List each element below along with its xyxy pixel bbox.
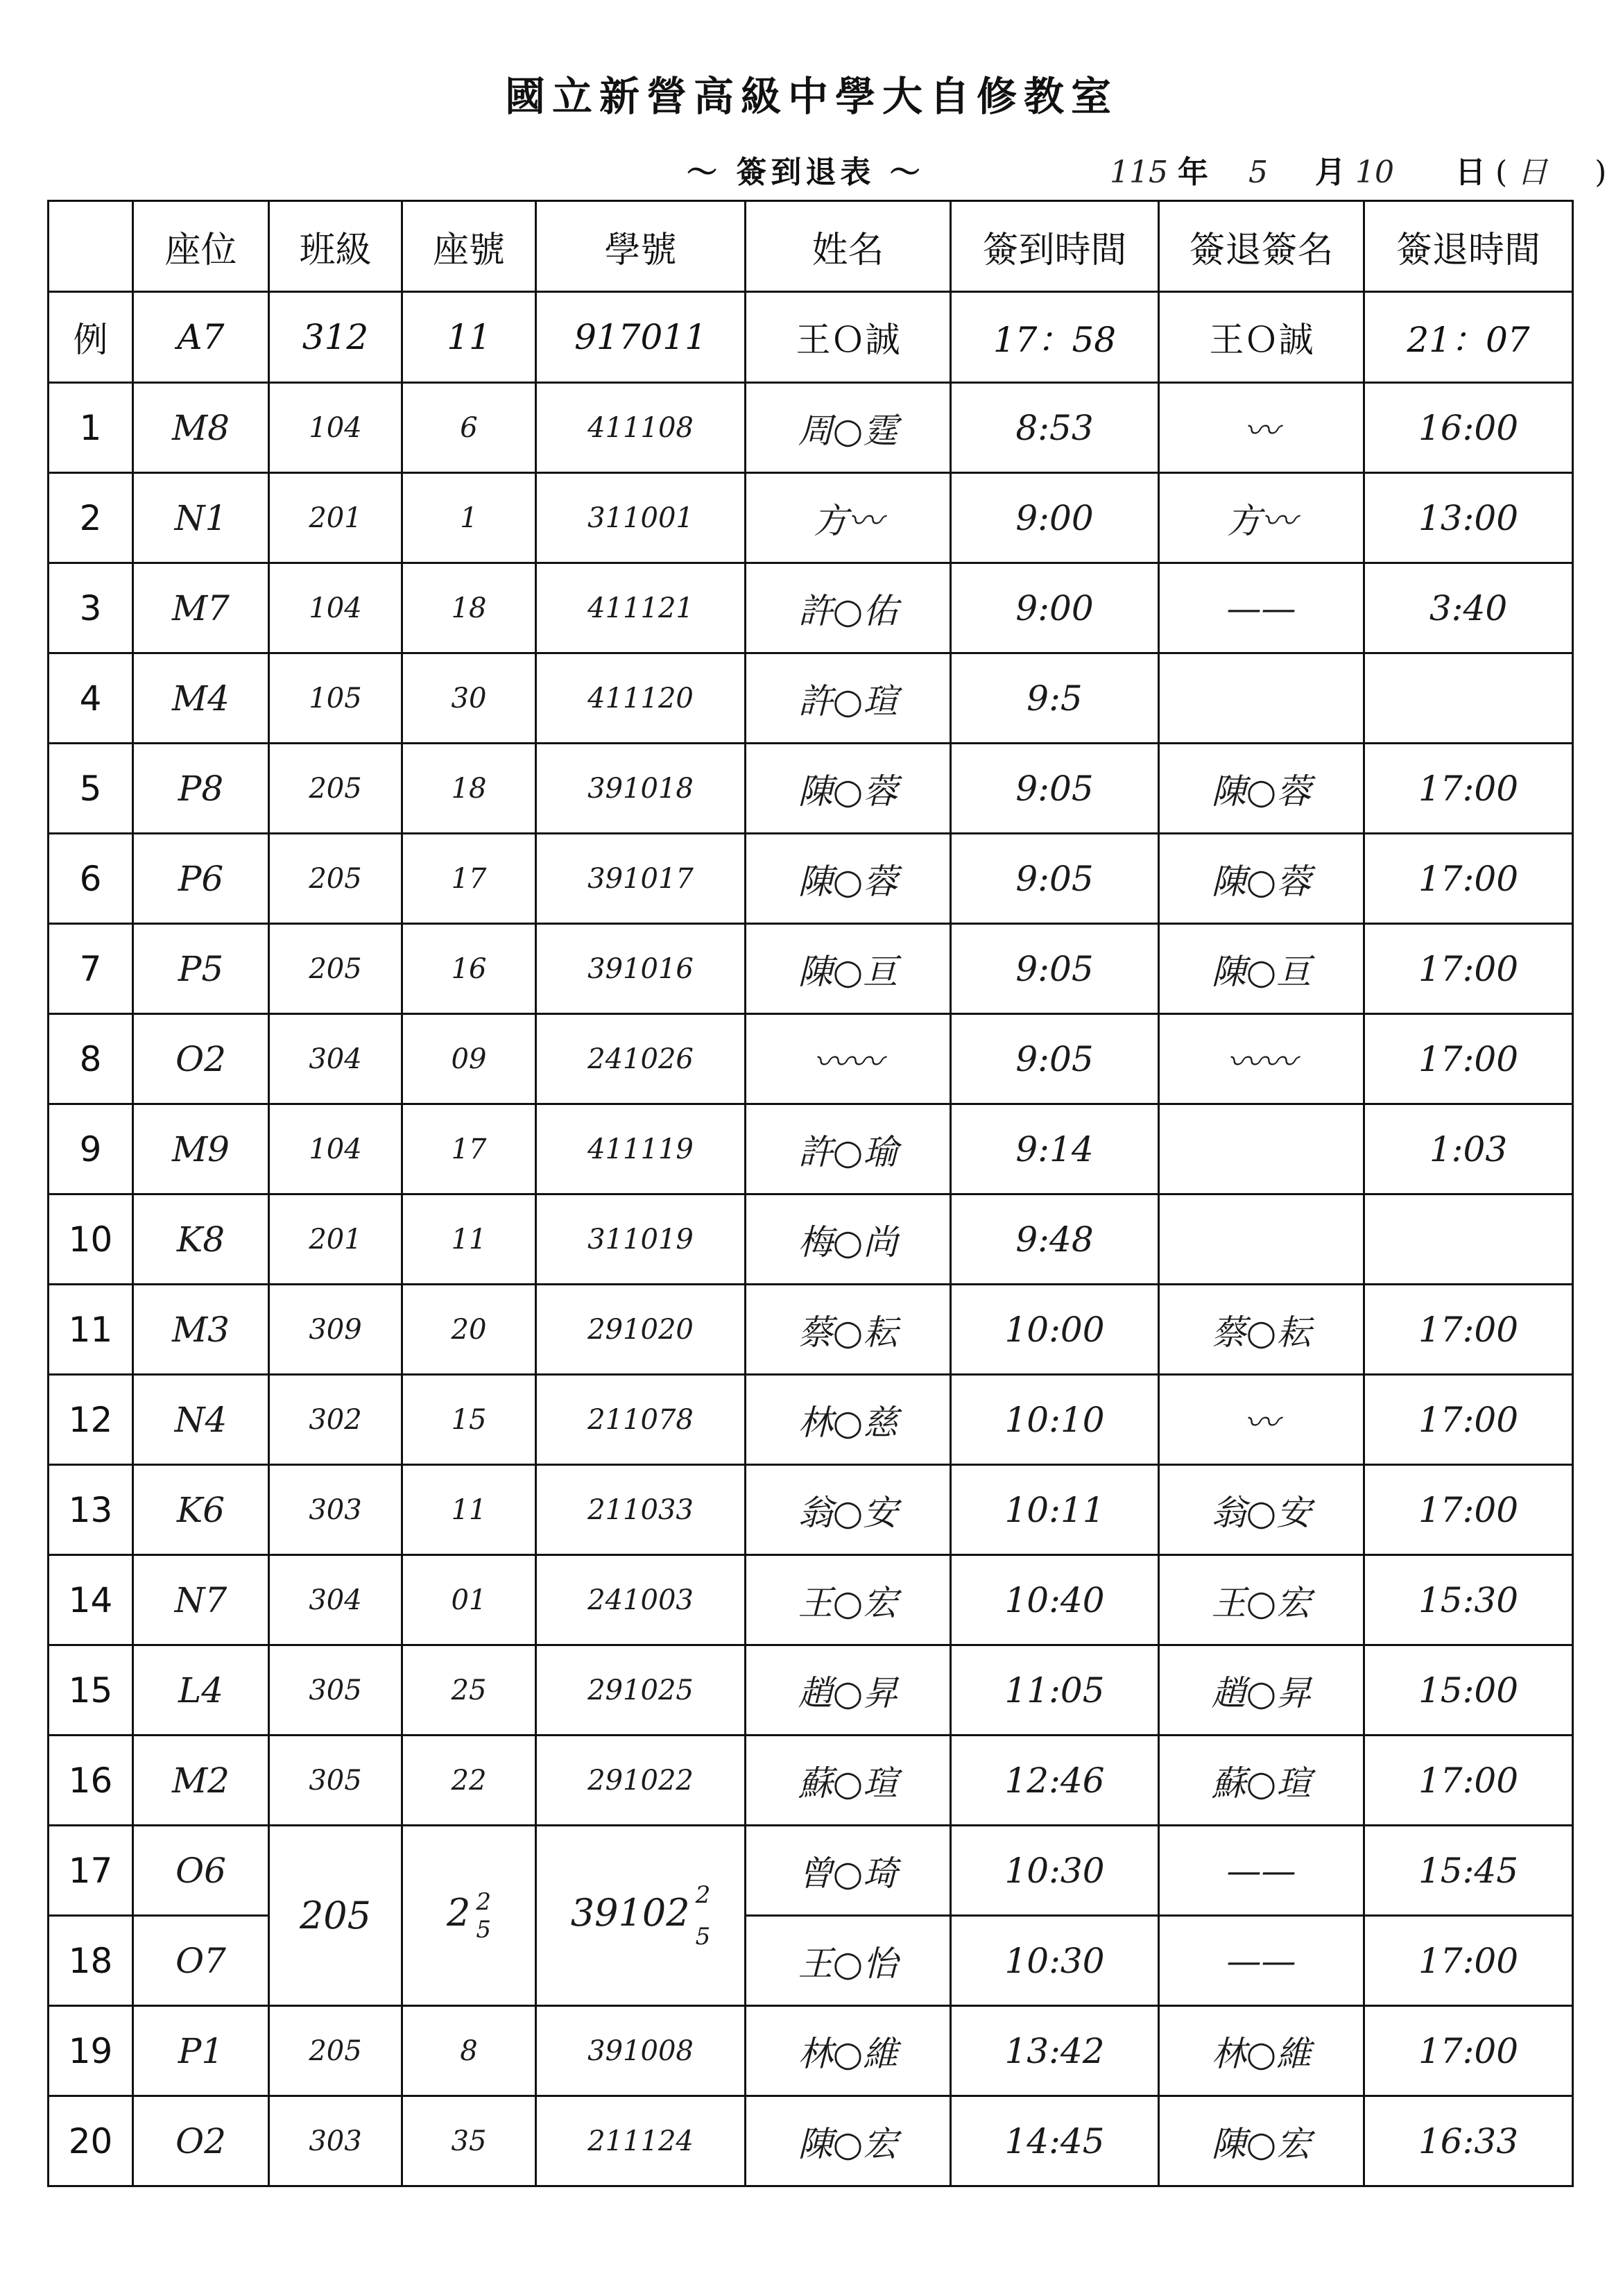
cell-sign-out-name: 〰〰 bbox=[1159, 1014, 1364, 1104]
weekday-close: ) bbox=[1595, 155, 1607, 190]
cell-class: 303 bbox=[269, 2096, 402, 2186]
cell-sign-out: 17:00 bbox=[1364, 744, 1573, 834]
cell-sign-in: 9:5 bbox=[951, 653, 1159, 744]
cell-class: 201 bbox=[269, 1194, 402, 1285]
cell-class: 303 bbox=[269, 1465, 402, 1555]
cell-sign-out-name: 陳○宏 bbox=[1159, 2096, 1364, 2186]
cell-sign-in: 14:45 bbox=[951, 2096, 1159, 2186]
cell-sign-out: 13:00 bbox=[1364, 473, 1573, 563]
cell-class-merged: 205 bbox=[269, 1826, 402, 2006]
row-number: 2 bbox=[49, 473, 133, 563]
cell-sign-out bbox=[1364, 653, 1573, 744]
cell-seat: L4 bbox=[133, 1645, 269, 1736]
cell-number: 22 bbox=[402, 1736, 536, 1826]
date-month: 5 bbox=[1248, 155, 1268, 190]
cell-sign-in: 9:05 bbox=[951, 924, 1159, 1014]
cell-number: 01 bbox=[402, 1555, 536, 1645]
cell-student-id: 391016 bbox=[536, 924, 746, 1014]
cell-sign-out-name: 陳○亘 bbox=[1159, 924, 1364, 1014]
date-year: 115 bbox=[1110, 155, 1168, 190]
cell-seat: N1 bbox=[133, 473, 269, 563]
table-row bbox=[49, 563, 1573, 653]
col-header-sign-in: 簽到時間 bbox=[951, 201, 1159, 292]
cell-number: 11 bbox=[402, 1194, 536, 1285]
cell-class: 105 bbox=[269, 653, 402, 744]
row-number: 19 bbox=[49, 2006, 133, 2096]
row-number: 13 bbox=[49, 1465, 133, 1555]
date-line bbox=[1110, 147, 1606, 191]
cell-seat: P1 bbox=[133, 2006, 269, 2096]
cell-seat: O6 bbox=[133, 1826, 269, 1916]
cell-seat: P8 bbox=[133, 744, 269, 834]
cell-sign-out-name: 翁○安 bbox=[1159, 1465, 1364, 1555]
cell-class: 104 bbox=[269, 563, 402, 653]
cell-sign-out-name: 蘇○瑄 bbox=[1159, 1736, 1364, 1826]
cell-sign-out-name: 〰 bbox=[1159, 383, 1364, 473]
student-id-sup: 2 bbox=[695, 1881, 711, 1909]
example-row bbox=[49, 292, 1573, 383]
row-number: 8 bbox=[49, 1014, 133, 1104]
cell-student-id: 311019 bbox=[536, 1194, 746, 1285]
table-row bbox=[49, 2096, 1573, 2186]
cell-name: 趙○昇 bbox=[746, 1645, 951, 1736]
cell-number: 16 bbox=[402, 924, 536, 1014]
cell-class: 205 bbox=[269, 924, 402, 1014]
cell-sign-in: 8:53 bbox=[951, 383, 1159, 473]
cell-sign-in: 9:00 bbox=[951, 473, 1159, 563]
example-sign-out: 21：07 bbox=[1364, 292, 1573, 383]
cell-sign-out-name: 陳○蓉 bbox=[1159, 834, 1364, 924]
cell-number: 6 bbox=[402, 383, 536, 473]
cell-sign-out: 17:00 bbox=[1364, 1014, 1573, 1104]
cell-seat: P6 bbox=[133, 834, 269, 924]
cell-class: 305 bbox=[269, 1645, 402, 1736]
cell-student-id: 411119 bbox=[536, 1104, 746, 1194]
example-class: 312 bbox=[269, 292, 402, 383]
cell-student-id: 291022 bbox=[536, 1736, 746, 1826]
cell-sign-in: 10:30 bbox=[951, 1916, 1159, 2006]
col-header-name: 姓名 bbox=[746, 201, 951, 292]
date-day-label: 日 bbox=[1454, 155, 1486, 190]
cell-sign-in: 9:05 bbox=[951, 834, 1159, 924]
cell-number: 8 bbox=[402, 2006, 536, 2096]
cell-sign-out-name: 林○維 bbox=[1159, 2006, 1364, 2096]
cell-sign-out-name: —— bbox=[1159, 1826, 1364, 1916]
cell-name: 王○宏 bbox=[746, 1555, 951, 1645]
row-number: 6 bbox=[49, 834, 133, 924]
cell-student-id: 241003 bbox=[536, 1555, 746, 1645]
row-number: 3 bbox=[49, 563, 133, 653]
cell-student-id: 391008 bbox=[536, 2006, 746, 2096]
cell-sign-in: 13:42 bbox=[951, 2006, 1159, 2096]
cell-sign-out-name bbox=[1159, 653, 1364, 744]
cell-number: 25 bbox=[402, 1645, 536, 1736]
cell-sign-out: 15:45 bbox=[1364, 1826, 1573, 1916]
cell-seat: K8 bbox=[133, 1194, 269, 1285]
cell-class: 205 bbox=[269, 834, 402, 924]
cell-sign-out: 16:00 bbox=[1364, 383, 1573, 473]
page-title: 國立新營高級中學大自修教室 bbox=[504, 73, 1118, 120]
cell-sign-in: 9:14 bbox=[951, 1104, 1159, 1194]
cell-name: 〰〰 bbox=[746, 1014, 951, 1104]
cell-sign-in: 10:00 bbox=[951, 1285, 1159, 1375]
cell-class: 304 bbox=[269, 1555, 402, 1645]
cell-number: 11 bbox=[402, 1465, 536, 1555]
date-weekday: 日 bbox=[1517, 155, 1548, 190]
cell-sign-out-name: —— bbox=[1159, 1916, 1364, 2006]
col-header-sign-out: 簽退時間 bbox=[1364, 201, 1573, 292]
cell-student-id: 241026 bbox=[536, 1014, 746, 1104]
table-row bbox=[49, 924, 1573, 1014]
cell-name: 陳○宏 bbox=[746, 2096, 951, 2186]
cell-sign-out-name: 蔡○耘 bbox=[1159, 1285, 1364, 1375]
cell-sign-in: 10:40 bbox=[951, 1555, 1159, 1645]
row-number: 20 bbox=[49, 2096, 133, 2186]
cell-class: 205 bbox=[269, 2006, 402, 2096]
row-number: 16 bbox=[49, 1736, 133, 1826]
table-row bbox=[49, 1555, 1573, 1645]
table-row bbox=[49, 1465, 1573, 1555]
cell-sign-in: 9:05 bbox=[951, 744, 1159, 834]
row-number: 1 bbox=[49, 383, 133, 473]
cell-class: 104 bbox=[269, 383, 402, 473]
cell-student-id: 391017 bbox=[536, 834, 746, 924]
table-row bbox=[49, 744, 1573, 834]
cell-sign-in: 9:05 bbox=[951, 1014, 1159, 1104]
cell-student-id: 391018 bbox=[536, 744, 746, 834]
header-row bbox=[49, 201, 1573, 292]
row-number: 12 bbox=[49, 1375, 133, 1465]
cell-name: 陳○亘 bbox=[746, 924, 951, 1014]
cell-sign-in: 10:30 bbox=[951, 1826, 1159, 1916]
table-row bbox=[49, 1736, 1573, 1826]
date-year-label: 年 bbox=[1177, 155, 1208, 190]
cell-seat: M2 bbox=[133, 1736, 269, 1826]
col-header-class: 班級 bbox=[269, 201, 402, 292]
cell-number: 18 bbox=[402, 744, 536, 834]
cell-sign-out-name: 方〰 bbox=[1159, 473, 1364, 563]
cell-name: 曾○琦 bbox=[746, 1826, 951, 1916]
weekday-open: ( bbox=[1495, 155, 1508, 190]
row-number: 4 bbox=[49, 653, 133, 744]
cell-student-id: 311001 bbox=[536, 473, 746, 563]
table-row bbox=[49, 1826, 1573, 1916]
cell-seat: P5 bbox=[133, 924, 269, 1014]
col-header-seat: 座位 bbox=[133, 201, 269, 292]
cell-name: 陳○蓉 bbox=[746, 744, 951, 834]
example-label: 例 bbox=[49, 292, 133, 383]
row-number: 18 bbox=[49, 1916, 133, 2006]
cell-number-merged bbox=[402, 1826, 536, 2006]
cell-sign-out: 17:00 bbox=[1364, 924, 1573, 1014]
row-number: 14 bbox=[49, 1555, 133, 1645]
cell-number: 09 bbox=[402, 1014, 536, 1104]
row-number: 7 bbox=[49, 924, 133, 1014]
cell-number: 15 bbox=[402, 1375, 536, 1465]
example-sign-in: 17：58 bbox=[951, 292, 1159, 383]
cell-student-id: 411121 bbox=[536, 563, 746, 653]
cell-sign-out-name: —— bbox=[1159, 563, 1364, 653]
example-seat: A7 bbox=[133, 292, 269, 383]
number-sup: 2 bbox=[476, 1887, 491, 1916]
cell-name: 林○維 bbox=[746, 2006, 951, 2096]
row-number: 17 bbox=[49, 1826, 133, 1916]
cell-name: 陳○蓉 bbox=[746, 834, 951, 924]
table-row bbox=[49, 1285, 1573, 1375]
cell-seat: N7 bbox=[133, 1555, 269, 1645]
cell-sign-out: 17:00 bbox=[1364, 1736, 1573, 1826]
cell-name: 梅○尚 bbox=[746, 1194, 951, 1285]
cell-number: 30 bbox=[402, 653, 536, 744]
table-row bbox=[49, 1375, 1573, 1465]
cell-seat: M3 bbox=[133, 1285, 269, 1375]
cell-name: 林○慈 bbox=[746, 1375, 951, 1465]
cell-class: 104 bbox=[269, 1104, 402, 1194]
example-sign-out-name: 王Ｏ誠 bbox=[1159, 292, 1364, 383]
example-number: 11 bbox=[402, 292, 536, 383]
cell-sign-out: 17:00 bbox=[1364, 1285, 1573, 1375]
cell-sign-in: 11:05 bbox=[951, 1645, 1159, 1736]
cell-sign-in: 12:46 bbox=[951, 1736, 1159, 1826]
cell-seat: M9 bbox=[133, 1104, 269, 1194]
cell-sign-out: 1:03 bbox=[1364, 1104, 1573, 1194]
table-row bbox=[49, 1645, 1573, 1736]
cell-sign-in: 9:48 bbox=[951, 1194, 1159, 1285]
row-number: 9 bbox=[49, 1104, 133, 1194]
cell-student-id: 211078 bbox=[536, 1375, 746, 1465]
number-main: 2 bbox=[447, 1890, 471, 1935]
cell-student-id: 291025 bbox=[536, 1645, 746, 1736]
cell-sign-out: 15:00 bbox=[1364, 1645, 1573, 1736]
cell-sign-out: 17:00 bbox=[1364, 1375, 1573, 1465]
cell-sign-out bbox=[1364, 1194, 1573, 1285]
cell-sign-in: 10:11 bbox=[951, 1465, 1159, 1555]
cell-seat: M4 bbox=[133, 653, 269, 744]
cell-student-id: 411108 bbox=[536, 383, 746, 473]
cell-name: 周○霆 bbox=[746, 383, 951, 473]
cell-sign-out: 17:00 bbox=[1364, 834, 1573, 924]
cell-number: 18 bbox=[402, 563, 536, 653]
cell-name: 許○佑 bbox=[746, 563, 951, 653]
example-name: 王Ｏ誠 bbox=[746, 292, 951, 383]
table-row bbox=[49, 383, 1573, 473]
cell-seat: N4 bbox=[133, 1375, 269, 1465]
cell-class: 309 bbox=[269, 1285, 402, 1375]
cell-sign-in: 9:00 bbox=[951, 563, 1159, 653]
cell-seat: O7 bbox=[133, 1916, 269, 2006]
cell-seat: K6 bbox=[133, 1465, 269, 1555]
col-header-index bbox=[49, 201, 133, 292]
row-number: 15 bbox=[49, 1645, 133, 1736]
cell-sign-out-name: 趙○昇 bbox=[1159, 1645, 1364, 1736]
cell-seat: O2 bbox=[133, 1014, 269, 1104]
date-month-label: 月 bbox=[1314, 155, 1346, 190]
page-subtitle: ～ 簽到退表 ～ bbox=[687, 155, 925, 190]
table-row bbox=[49, 473, 1573, 563]
col-header-number: 座號 bbox=[402, 201, 536, 292]
cell-name: 許○瑜 bbox=[746, 1104, 951, 1194]
cell-number: 1 bbox=[402, 473, 536, 563]
cell-name: 方〰 bbox=[746, 473, 951, 563]
cell-student-id: 291020 bbox=[536, 1285, 746, 1375]
table-row bbox=[49, 834, 1573, 924]
cell-class: 304 bbox=[269, 1014, 402, 1104]
table-row bbox=[49, 1104, 1573, 1194]
cell-seat: M8 bbox=[133, 383, 269, 473]
row-number: 5 bbox=[49, 744, 133, 834]
cell-student-id: 211033 bbox=[536, 1465, 746, 1555]
row-number: 10 bbox=[49, 1194, 133, 1285]
cell-student-id-merged bbox=[536, 1826, 746, 2006]
date-day: 10 bbox=[1355, 155, 1394, 190]
cell-name: 蔡○耘 bbox=[746, 1285, 951, 1375]
table-row bbox=[49, 1014, 1573, 1104]
cell-name: 蘇○瑄 bbox=[746, 1736, 951, 1826]
cell-sign-in: 10:10 bbox=[951, 1375, 1159, 1465]
cell-sign-out-name: 〰 bbox=[1159, 1375, 1364, 1465]
cell-name: 王○怡 bbox=[746, 1916, 951, 2006]
cell-class: 305 bbox=[269, 1736, 402, 1826]
cell-sign-out-name bbox=[1159, 1194, 1364, 1285]
cell-sign-out: 3:40 bbox=[1364, 563, 1573, 653]
sign-in-table bbox=[47, 200, 1574, 2187]
cell-number: 17 bbox=[402, 834, 536, 924]
cell-sign-out: 17:00 bbox=[1364, 2006, 1573, 2096]
cell-name: 許○瑄 bbox=[746, 653, 951, 744]
cell-student-id: 411120 bbox=[536, 653, 746, 744]
cell-sign-out: 17:00 bbox=[1364, 1465, 1573, 1555]
table-row bbox=[49, 2006, 1573, 2096]
cell-name: 翁○安 bbox=[746, 1465, 951, 1555]
table-row bbox=[49, 653, 1573, 744]
cell-sign-out-name bbox=[1159, 1104, 1364, 1194]
cell-seat: O2 bbox=[133, 2096, 269, 2186]
table-row bbox=[49, 1194, 1573, 1285]
cell-sign-out: 16:33 bbox=[1364, 2096, 1573, 2186]
cell-seat: M7 bbox=[133, 563, 269, 653]
cell-class: 302 bbox=[269, 1375, 402, 1465]
student-id-main: 39102 bbox=[570, 1890, 690, 1935]
cell-sign-out: 17:00 bbox=[1364, 1916, 1573, 2006]
cell-sign-out: 15:30 bbox=[1364, 1555, 1573, 1645]
student-id-sub: 5 bbox=[695, 1922, 711, 1951]
cell-number: 20 bbox=[402, 1285, 536, 1375]
cell-sign-out-name: 王○宏 bbox=[1159, 1555, 1364, 1645]
cell-number: 35 bbox=[402, 2096, 536, 2186]
cell-class: 201 bbox=[269, 473, 402, 563]
number-sub: 5 bbox=[476, 1915, 491, 1944]
row-number: 11 bbox=[49, 1285, 133, 1375]
example-student-id: 917011 bbox=[536, 292, 746, 383]
cell-student-id: 211124 bbox=[536, 2096, 746, 2186]
col-header-student-id: 學號 bbox=[536, 201, 746, 292]
col-header-sign-out-name: 簽退簽名 bbox=[1159, 201, 1364, 292]
cell-sign-out-name: 陳○蓉 bbox=[1159, 744, 1364, 834]
cell-class: 205 bbox=[269, 744, 402, 834]
cell-number: 17 bbox=[402, 1104, 536, 1194]
